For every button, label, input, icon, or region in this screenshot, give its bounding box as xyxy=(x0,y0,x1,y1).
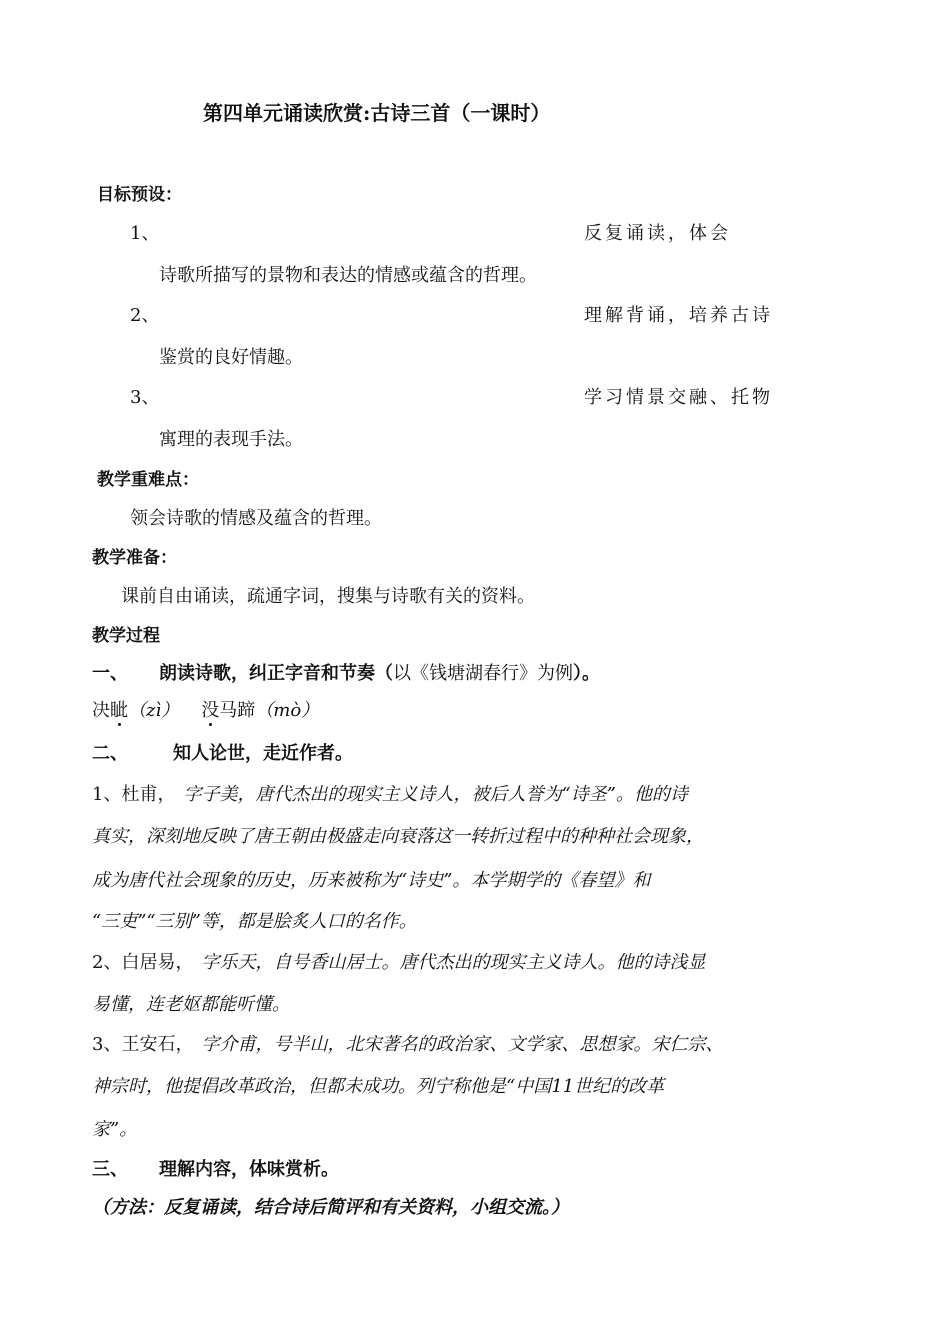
word-1-char: 决 xyxy=(92,700,110,721)
word-2-dotted-char: 没 xyxy=(201,700,220,721)
step-1-note: 以《钱塘湖春行》为例 xyxy=(393,663,573,684)
step-1-end: ）。 xyxy=(573,663,600,684)
step-1-line xyxy=(159,662,600,686)
preparation-text: 课前自由诵读，疏通字词，搜集与诗歌有关的资料。 xyxy=(121,586,535,607)
author-3-line-2: 神宗时，他提倡改革政治，但都未成功。列宁称他是“中国11世纪的改革 xyxy=(92,1076,665,1097)
word-1-pinyin: （zì） xyxy=(128,700,180,721)
goals-heading: 目标预设： xyxy=(97,185,182,205)
author-2-line-1 xyxy=(92,951,705,975)
goal-3-number: 3、 xyxy=(130,387,160,408)
author-3-text: 字介甫，号半山，北宋著名的政治家、文学家、思想家。宋仁宗、 xyxy=(201,1034,724,1055)
step-1-title: 朗读诗歌，纠正字音和节奏（ xyxy=(159,663,393,684)
author-2-name: 2、白居易， xyxy=(92,952,194,973)
goal-1-text: 反复诵读，体会 xyxy=(584,223,731,244)
goal-3-text: 学习情景交融、托物 xyxy=(584,387,773,408)
author-2-line-2: 易懂，连老妪都能听懂。 xyxy=(92,994,290,1015)
author-1-text: 字子美，唐代杰出的现实主义诗人，被后人誉为“诗圣”。他的诗 xyxy=(183,784,688,805)
step-2-title: 知人论世，走近作者。 xyxy=(173,743,353,764)
step-2-number: 二、 xyxy=(92,743,128,764)
process-heading: 教学过程 xyxy=(92,626,160,646)
author-1-line-3: 成为唐代社会现象的历史，历来被称为“诗史”。本学期学的《春望》和 xyxy=(92,870,651,891)
goal-2-continuation: 鉴赏的良好情趣。 xyxy=(159,347,303,368)
page-title: 第四单元诵读欣赏:古诗三首（一课时） xyxy=(203,101,551,125)
author-3-name: 3、王安石， xyxy=(92,1034,194,1055)
key-points-text: 领会诗歌的情感及蕴含的哲理。 xyxy=(130,508,382,529)
author-1-line-1 xyxy=(92,783,688,807)
author-1-line-4: “三吏”“三别”等，都是脍炙人口的名作。 xyxy=(92,911,417,932)
key-points-heading: 教学重难点： xyxy=(97,470,199,490)
method-note: （方法：反复诵读，结合诗后简评和有关资料，小组交流。） xyxy=(92,1197,569,1218)
author-3-line-1 xyxy=(92,1033,723,1057)
pronunciation-line xyxy=(92,699,319,723)
preparation-heading: 教学准备： xyxy=(92,548,177,568)
step-3-title: 理解内容，体味赏析。 xyxy=(159,1159,339,1180)
goal-3-continuation: 寓理的表现手法。 xyxy=(159,429,303,450)
word-2-pinyin: （mò） xyxy=(255,700,320,721)
goal-2-number: 2、 xyxy=(130,305,160,326)
step-1-number: 一、 xyxy=(92,663,128,684)
goal-1-continuation: 诗歌所描写的景物和表达的情感或蕴含的哲理。 xyxy=(159,265,537,286)
word-1-dotted-char: 眦 xyxy=(110,700,128,721)
author-2-text: 字乐天，自号香山居士。唐代杰出的现实主义诗人。他的诗浅显 xyxy=(201,952,706,973)
author-1-line-2: 真实，深刻地反映了唐王朝由极盛走向衰落这一转折过程中的种种社会现象， xyxy=(92,826,704,847)
author-1-name: 1、杜甫， xyxy=(92,784,176,805)
author-3-line-3: 家”。 xyxy=(92,1119,138,1140)
goal-2-text: 理解背诵，培养古诗 xyxy=(584,305,773,326)
word-2-chars: 马蹄 xyxy=(219,700,256,721)
goal-1-number: 1、 xyxy=(130,223,160,244)
step-3-number: 三、 xyxy=(92,1159,128,1180)
